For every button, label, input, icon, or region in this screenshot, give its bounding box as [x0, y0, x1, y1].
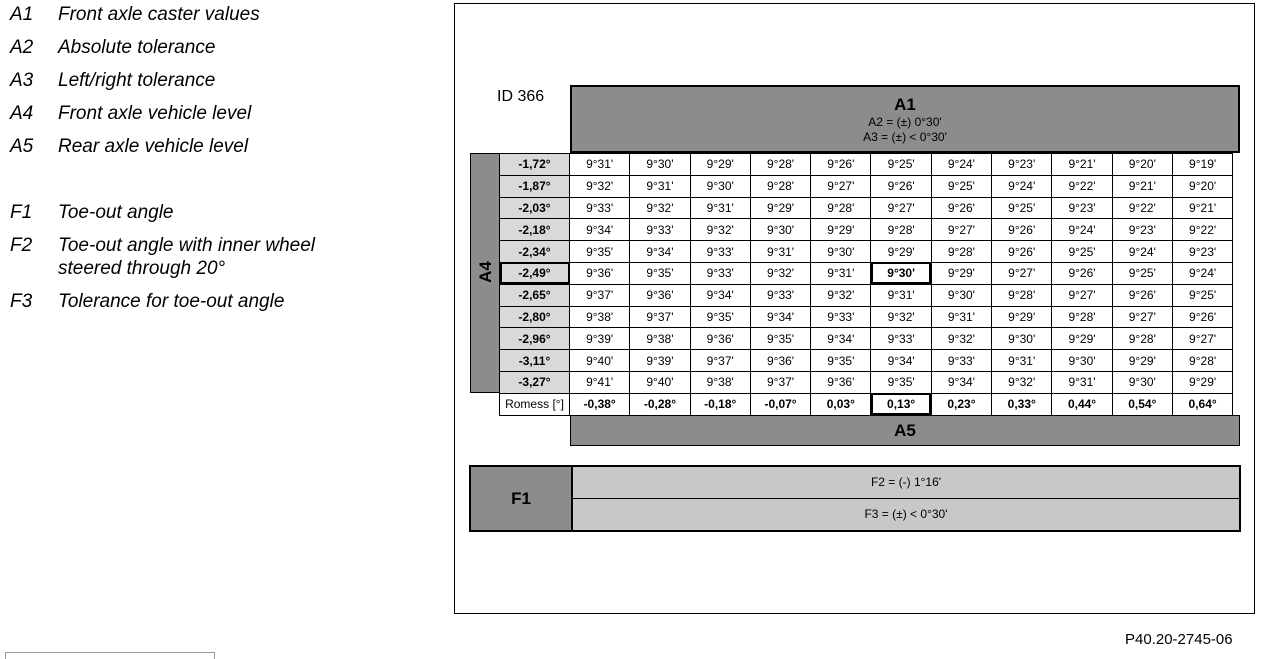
- table-row: [500, 350, 1233, 372]
- table-row: [500, 175, 1233, 197]
- a1-title: A1: [894, 95, 916, 114]
- caster-value-cell: 9°38': [630, 328, 690, 350]
- caster-value-cell: 9°37': [750, 371, 810, 393]
- caster-value-cell: 9°30': [690, 175, 750, 197]
- a5-footer: A5: [570, 415, 1240, 446]
- reference-code: P40.20-2745-06: [1125, 631, 1233, 648]
- caster-value-cell: 9°26': [1052, 262, 1112, 284]
- caster-value-cell: 9°34': [690, 284, 750, 306]
- rear-level-cell: -0,28°: [630, 393, 690, 415]
- caster-value-cell: 9°27': [1172, 328, 1232, 350]
- caster-value-cell: 9°32': [811, 284, 871, 306]
- a4-label: A4: [476, 261, 495, 283]
- caster-value-cell: 9°25': [1172, 284, 1232, 306]
- caster-value-cell: 9°29': [1112, 350, 1172, 372]
- caster-value-cell: 9°24': [1112, 241, 1172, 263]
- rear-level-cell: -0,38°: [570, 393, 630, 415]
- caster-value-cell: 9°31': [992, 350, 1052, 372]
- caster-value-cell: 9°38': [690, 371, 750, 393]
- caster-value-cell: 9°37': [690, 350, 750, 372]
- caster-value-cell: 9°36': [630, 284, 690, 306]
- caster-value-cell: 9°34': [811, 328, 871, 350]
- table-row: [500, 219, 1233, 241]
- f2-value: F2 = (-) 1°16': [573, 467, 1239, 499]
- caster-value-cell: 9°31': [871, 284, 931, 306]
- caster-value-cell: 9°32': [630, 197, 690, 219]
- caster-value-cell: 9°35': [750, 328, 810, 350]
- caster-value-cell: 9°23': [992, 154, 1052, 176]
- caster-value-cell: 9°30': [871, 262, 931, 284]
- caster-value-cell: 9°29': [1172, 371, 1232, 393]
- table-row: [500, 197, 1233, 219]
- caster-value-cell: 9°28': [750, 154, 810, 176]
- caster-value-cell: 9°34': [570, 219, 630, 241]
- caster-value-cell: 9°26': [1112, 284, 1172, 306]
- caster-value-cell: 9°33': [931, 350, 991, 372]
- caster-value-cell: 9°29': [992, 306, 1052, 328]
- rear-level-cell: 0,23°: [931, 393, 991, 415]
- table-row: [500, 306, 1233, 328]
- caster-value-cell: 9°30': [750, 219, 810, 241]
- rear-level-cell: 0,03°: [811, 393, 871, 415]
- caster-value-cell: 9°29': [690, 154, 750, 176]
- table-row: [500, 393, 1233, 415]
- caster-value-cell: 9°20': [1112, 154, 1172, 176]
- caster-value-cell: 9°27': [1112, 306, 1172, 328]
- caster-value-cell: 9°40': [630, 371, 690, 393]
- rear-level-cell: -0,07°: [750, 393, 810, 415]
- caster-value-cell: 9°32': [750, 262, 810, 284]
- caster-value-cell: 9°29': [750, 197, 810, 219]
- f1-label: F1: [471, 467, 573, 530]
- caster-value-cell: 9°25': [992, 197, 1052, 219]
- rear-level-cell: 0,54°: [1112, 393, 1172, 415]
- caster-value-cell: 9°24': [992, 175, 1052, 197]
- front-level-cell: -2,18°: [500, 219, 570, 241]
- caster-value-cell: 9°31': [630, 175, 690, 197]
- caster-value-cell: 9°41': [570, 371, 630, 393]
- caster-value-cell: 9°20': [1172, 175, 1232, 197]
- caster-value-cell: 9°29': [811, 219, 871, 241]
- rear-level-cell: 0,44°: [1052, 393, 1112, 415]
- caster-value-cell: 9°31': [570, 154, 630, 176]
- caster-value-cell: 9°35': [811, 350, 871, 372]
- front-level-cell: -3,27°: [500, 371, 570, 393]
- front-level-cell: -2,03°: [500, 197, 570, 219]
- front-level-cell: -2,96°: [500, 328, 570, 350]
- caster-value-cell: 9°28': [931, 241, 991, 263]
- front-level-cell: -1,72°: [500, 154, 570, 176]
- a3-tolerance: A3 = (±) < 0°30': [863, 130, 947, 144]
- f3-value: F3 = (±) < 0°30': [573, 499, 1239, 530]
- rear-level-cell: -0,18°: [690, 393, 750, 415]
- rear-level-cell: 0,64°: [1172, 393, 1232, 415]
- table-row: [500, 284, 1233, 306]
- caster-value-cell: 9°28': [992, 284, 1052, 306]
- caster-value-cell: 9°21': [1172, 197, 1232, 219]
- caster-value-cell: 9°31': [690, 197, 750, 219]
- a2-tolerance: A2 = (±) 0°30': [868, 115, 942, 129]
- rear-level-cell: 0,13°: [871, 393, 931, 415]
- caster-value-cell: 9°29': [931, 262, 991, 284]
- caster-value-cell: 9°38': [570, 306, 630, 328]
- front-level-cell: -2,80°: [500, 306, 570, 328]
- caster-value-cell: 9°30': [630, 154, 690, 176]
- caster-value-cell: 9°33': [690, 262, 750, 284]
- caster-value-cell: 9°25': [1112, 262, 1172, 284]
- caster-value-cell: 9°24': [931, 154, 991, 176]
- caster-value-cell: 9°30': [811, 241, 871, 263]
- caster-value-cell: 9°36': [690, 328, 750, 350]
- caster-value-cell: 9°21': [1112, 175, 1172, 197]
- caster-value-cell: 9°26': [811, 154, 871, 176]
- front-level-cell: -1,87°: [500, 175, 570, 197]
- caster-value-cell: 9°28': [871, 219, 931, 241]
- caster-value-cell: 9°24': [1172, 262, 1232, 284]
- caster-value-cell: 9°26': [871, 175, 931, 197]
- a1-header: [570, 85, 1240, 153]
- caster-value-cell: 9°37': [630, 306, 690, 328]
- caster-value-cell: 9°28': [750, 175, 810, 197]
- caster-value-cell: 9°28': [1112, 328, 1172, 350]
- caster-value-cell: 9°23': [1172, 241, 1232, 263]
- caster-value-cell: 9°22': [1112, 197, 1172, 219]
- caster-value-cell: 9°32': [992, 371, 1052, 393]
- caster-value-cell: 9°35': [690, 306, 750, 328]
- table-row: [500, 371, 1233, 393]
- caster-value-cell: 9°39': [630, 350, 690, 372]
- caster-value-cell: 9°33': [871, 328, 931, 350]
- table-row: [500, 262, 1233, 284]
- caster-value-cell: 9°34': [750, 306, 810, 328]
- caster-value-cell: 9°32': [690, 219, 750, 241]
- caster-value-cell: 9°30': [1052, 350, 1112, 372]
- caster-value-cell: 9°40': [570, 350, 630, 372]
- caster-value-cell: 9°28': [1172, 350, 1232, 372]
- caster-value-cell: 9°34': [630, 241, 690, 263]
- caster-value-cell: 9°26': [992, 241, 1052, 263]
- caster-value-cell: 9°29': [1052, 328, 1112, 350]
- caster-value-cell: 9°32': [871, 306, 931, 328]
- caster-value-cell: 9°22': [1172, 219, 1232, 241]
- caster-value-cell: 9°39': [570, 328, 630, 350]
- front-level-cell: -2,65°: [500, 284, 570, 306]
- caster-value-cell: 9°27': [931, 219, 991, 241]
- caster-value-cell: 9°36': [750, 350, 810, 372]
- caster-value-cell: 9°36': [811, 371, 871, 393]
- caster-value-cell: 9°33': [811, 306, 871, 328]
- caster-value-cell: 9°31': [931, 306, 991, 328]
- toe-out-box: [469, 465, 1241, 532]
- front-level-cell: -2,49°: [500, 262, 570, 284]
- caster-value-cell: 9°33': [630, 219, 690, 241]
- caster-value-cell: 9°24': [1052, 219, 1112, 241]
- romess-label: Romess [°]: [500, 393, 570, 415]
- front-level-cell: -2,34°: [500, 241, 570, 263]
- caster-value-cell: 9°31': [1052, 371, 1112, 393]
- table-row: [500, 328, 1233, 350]
- table-row: [500, 241, 1233, 263]
- caster-value-cell: 9°32': [931, 328, 991, 350]
- caster-value-cell: 9°28': [1052, 306, 1112, 328]
- caster-value-cell: 9°33': [570, 197, 630, 219]
- caster-value-cell: 9°30': [931, 284, 991, 306]
- caster-value-cell: 9°30': [1112, 371, 1172, 393]
- caster-value-cell: 9°26': [992, 219, 1052, 241]
- a4-side-header: [470, 153, 500, 393]
- caster-value-cell: 9°26': [1172, 306, 1232, 328]
- caster-value-cell: 9°34': [871, 350, 931, 372]
- caster-value-cell: 9°26': [931, 197, 991, 219]
- caster-value-cell: 9°27': [871, 197, 931, 219]
- caster-value-cell: 9°21': [1052, 154, 1112, 176]
- table-row: [500, 154, 1233, 176]
- caster-value-cell: 9°35': [630, 262, 690, 284]
- caster-value-cell: 9°27': [992, 262, 1052, 284]
- caster-value-cell: 9°35': [570, 241, 630, 263]
- caster-value-cell: 9°32': [570, 175, 630, 197]
- caster-value-cell: 9°31': [750, 241, 810, 263]
- caster-value-cell: 9°33': [750, 284, 810, 306]
- front-level-cell: -3,11°: [500, 350, 570, 372]
- caster-value-cell: 9°28': [811, 197, 871, 219]
- caster-value-cell: 9°34': [931, 371, 991, 393]
- caster-value-cell: 9°23': [1112, 219, 1172, 241]
- caster-value-cell: 9°27': [811, 175, 871, 197]
- caster-table: [499, 153, 1233, 416]
- caster-value-cell: 9°19': [1172, 154, 1232, 176]
- caster-value-cell: 9°29': [871, 241, 931, 263]
- caster-value-cell: 9°27': [1052, 284, 1112, 306]
- rear-level-cell: 0,33°: [992, 393, 1052, 415]
- caster-value-cell: 9°22': [1052, 175, 1112, 197]
- caster-value-cell: 9°35': [871, 371, 931, 393]
- caster-value-cell: 9°25': [1052, 241, 1112, 263]
- caster-value-cell: 9°30': [992, 328, 1052, 350]
- caster-value-cell: 9°25': [871, 154, 931, 176]
- caster-value-cell: 9°33': [690, 241, 750, 263]
- caster-value-cell: 9°36': [570, 262, 630, 284]
- caster-value-cell: 9°23': [1052, 197, 1112, 219]
- caster-value-cell: 9°37': [570, 284, 630, 306]
- caster-value-cell: 9°25': [931, 175, 991, 197]
- caster-value-cell: 9°31': [811, 262, 871, 284]
- figure-id: ID 366: [497, 88, 545, 105]
